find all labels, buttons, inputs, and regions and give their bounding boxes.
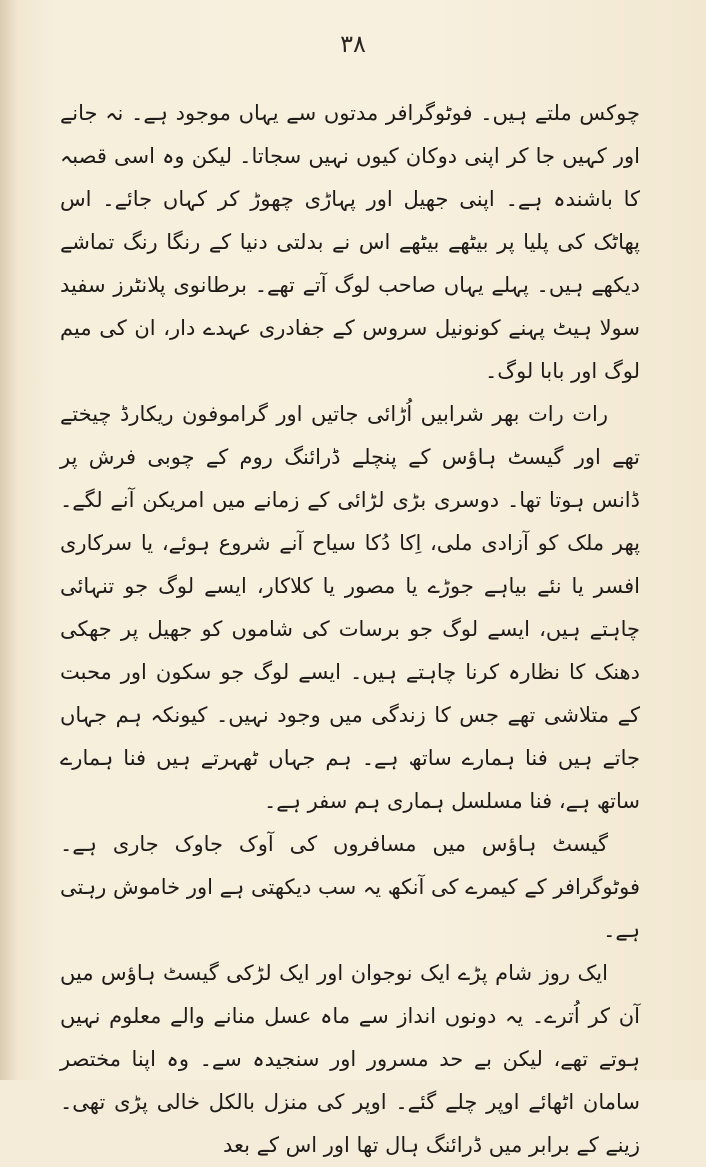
page-number: ۳۸ xyxy=(340,30,366,58)
body-text xyxy=(60,92,640,1167)
paragraph-2: رات رات بھر شرابیں اُڑائی جاتیں اور گراموفون ریکارڈ چیختے تھے اور گیسٹ ہاؤس کے پنچلے ڈرائنگ روم کے چوبی فرش پر ڈانس ہوتا تھا۔ دوسری بڑی لڑائی کے زمانے میں امریکن آنے لگے۔ پھر ملک کو آزادی ملی، اِکا دُکا سیاح آنے شروع ہوئے، یا سرکاری افسر یا نئے بیاہے جوڑے یا مصور یا کلاکار، ایسے لوگ جو تنہائی چاہتے ہیں، ایسے لوگ جو برسات کی شاموں کو جھیل پر جھکی دھنک کا نظارہ کرنا چاہتے ہیں۔ ایسے لوگ جو سکون اور محبت کے متلاشی تھے جس کا زندگی میں وجود نہیں۔ کیونکہ ہم جہاں جاتے ہیں فنا ہمارے ساتھ ہے۔ ہم جہاں ٹھہرتے ہیں فنا ہمارے ساتھ ہے، فنا مسلسل ہماری ہم سفر ہے۔ xyxy=(60,402,640,813)
paragraph-4: ایک روز شام پڑے ایک نوجوان اور ایک لڑکی گیسٹ ہاؤس میں آن کر اُترے۔ یہ دونوں انداز سے ماہ عسل منانے والے معلوم نہیں ہوتے تھے، لیکن بے حد مسرور اور سنجیدہ سے۔ وہ اپنا مختصر سامان اٹھائے اوپر چلے گئے۔ اوپر کی منزل بالکل خالی پڑی تھی۔ زینے کے برابر میں ڈرائنگ ہال تھا اور اس کے بعد xyxy=(60,961,640,1157)
paragraph-1: چوکس ملتے ہیں۔ فوٹوگرافر مدتوں سے یہاں موجود ہے۔ نہ جانے اور کہیں جا کر اپنی دوکان کیوں نہیں سجاتا۔ لیکن وہ اسی قصبہ کا باشندہ ہے۔ اپنی جھیل اور پہاڑی چھوڑ کر کہاں جائے۔ اس پھاٹک کی پلیا پر بیٹھے بیٹھے اس نے بدلتی دنیا کے رنگا رنگ تماشے دیکھے ہیں۔ پہلے یہاں صاحب لوگ آتے تھے۔ برطانوی پلانٹرز سفید سولا ہیٹ پہنے کونونیل سروس کے جفادری عہدے دار، ان کی میم لوگ اور بابا لوگ۔ xyxy=(60,101,640,383)
page-binding-shadow xyxy=(0,0,18,1080)
paragraph-3: گیسٹ ہاؤس میں مسافروں کی آوک جاوک جاری ہے۔ فوٹوگرافر کے کیمرے کی آنکھ یہ سب دیکھتی ہے اور خاموش رہتی ہے۔ xyxy=(60,832,640,942)
